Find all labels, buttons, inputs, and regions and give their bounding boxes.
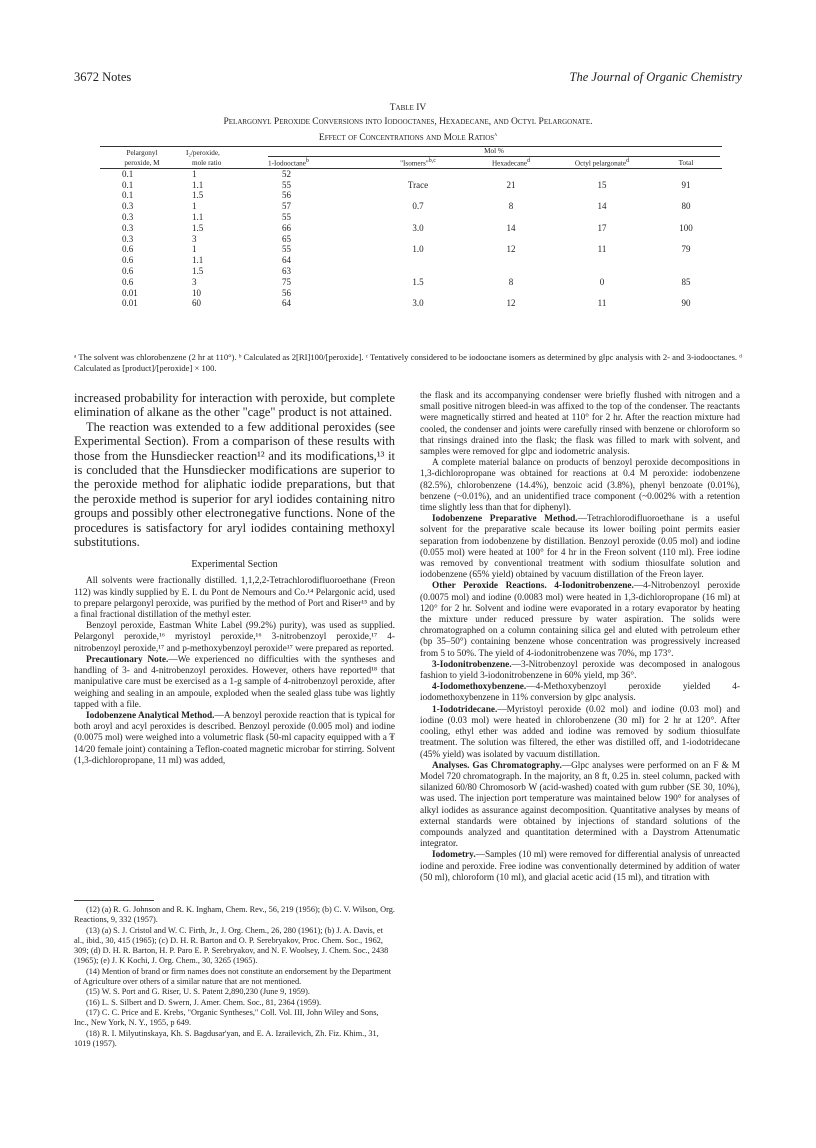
table-cell xyxy=(468,168,554,179)
table-cell: 8 xyxy=(508,276,514,287)
mol-percent-group-header xyxy=(266,147,722,158)
paragraph xyxy=(74,711,395,767)
paragraph xyxy=(420,761,740,851)
table-cell: 0.1 xyxy=(100,168,184,179)
table-row xyxy=(100,168,722,179)
table-cell: 1.5 xyxy=(192,222,204,233)
paragraph xyxy=(420,682,740,704)
left-column xyxy=(74,391,395,767)
table-cell: 3 xyxy=(192,276,197,287)
col-header-2-line1: I₂/peroxide, xyxy=(184,147,266,158)
table-cell: 15 xyxy=(597,179,607,190)
table-cell: 0 xyxy=(599,276,605,287)
table-title: Pelargonyl Peroxide Conversions into Iodooctanes, Hexadecane, and Octyl Pelargonate. xyxy=(223,117,593,127)
paragraph-heading: Iodobenzene Analytical Method. xyxy=(86,710,215,721)
table-cell xyxy=(650,190,722,201)
table-cell: 64 xyxy=(282,255,291,266)
table-cell xyxy=(554,266,650,277)
table-cell xyxy=(368,266,468,277)
paragraph xyxy=(420,850,740,884)
table-cell xyxy=(468,234,554,245)
table-cell: 65 xyxy=(282,233,291,244)
col-header-total: Total xyxy=(678,159,694,168)
col-header-octyl-mark: d xyxy=(626,158,630,164)
table-cell: 56 xyxy=(282,287,291,298)
table-cell xyxy=(650,212,722,223)
reference-item: (12) (a) R. G. Johnson and R. K. Ingham, Chem. Rev., 56, 219 (1956); (b) C. V. Wilson, Org. Reactions, 9, 332 (1957). xyxy=(74,905,395,925)
table-cell: 80 xyxy=(681,201,691,212)
paragraph-text: the flask and its accompanying condenser were briefly flushed with nitrogen and a small positive nitrogen bleed-in was affixed to the top of the condenser. The reactants were magnetically stirred and heated at 110° for 2 hr. After the reaction mixture had cooled, the condenser and joints were carefully rinsed with benzene or chloroform so that rinsings drained into the flask; the flask was filled to mark with solvent, and samples were removed for glpc and iodometric analysis. xyxy=(420,391,740,458)
running-header xyxy=(74,70,742,86)
table-cell xyxy=(368,255,468,266)
paragraph-text: —Samples (10 ml) were removed for differential analysis of unreacted iodine and peroxide. Free iodine was conventionally determined by addition of water (50 ml), chloroform (10 ml), and glacial acetic acid (15 ml), and titration with xyxy=(420,850,740,883)
col-header-ratio: mole ratio xyxy=(192,159,222,168)
table-cell: 60 xyxy=(192,298,201,309)
reference-list xyxy=(74,905,395,1049)
table-cell: 0.01 xyxy=(122,298,138,309)
table-cell: 3.0 xyxy=(412,222,424,233)
col-header-octyl-pelargonate xyxy=(554,157,650,168)
table-number: Table IV xyxy=(389,103,427,113)
table-cell: 0.3 xyxy=(122,201,134,212)
table-cell: 0.3 xyxy=(122,222,134,233)
col-header-octyl-text: Octyl pelargonate xyxy=(574,159,627,168)
paragraph-heading: 3-Iodonitrobenzene. xyxy=(432,659,512,670)
table-row xyxy=(100,255,722,266)
table-subtitle-mark: a xyxy=(494,132,498,138)
table-cell xyxy=(554,288,650,299)
table-cell: 55 xyxy=(282,244,291,255)
reference-item: (15) W. S. Port and G. Riser, U. S. Patent 2,890,230 (June 9, 1959). xyxy=(86,987,310,997)
paragraph xyxy=(420,705,740,761)
table-cell: 1.5 xyxy=(192,266,204,277)
col-header-iodooctane-mark: b xyxy=(305,158,309,164)
table-cell: 17 xyxy=(597,222,607,233)
table-row xyxy=(100,298,722,309)
table-cell xyxy=(368,234,468,245)
references xyxy=(74,900,395,1049)
table-cell: 1.1 xyxy=(192,212,204,223)
paragraph-text: A complete material balance on products of benzoyl peroxide decompositions in 1,3-dichloropropane was obtained for reactions at 0.4 M peroxide: iodobenzene (82.5%), chlorobenzene (14.4%), benzoic acid (3.8%), phenyl benzoate (0.01%), benzene (~0.01%), and an unidentified trace component (~0.002% with a retention time slightly less than that for diphenyl). xyxy=(420,458,740,514)
journal-title: The Journal of Organic Chemistry xyxy=(569,70,742,84)
paragraph-text: Benzoyl peroxide, Eastman White Label (99.2%) purity), was used as supplied. Pelargonyl peroxide,¹⁶ myristoyl peroxide,¹⁶ 3-nitrobenzoyl peroxide,¹⁷ 4-nitrobenzoyl peroxide,¹⁷ and p-methoxybenzoyl peroxide¹⁷ were prepared as reported. xyxy=(74,621,395,654)
reference-item: (17) C. C. Price and E. Krebs, "Organic Syntheses," Coll. Vol. III, John Wiley and Sons, Inc., New York, N. Y., 1955, p 649. xyxy=(74,1007,379,1028)
paragraph xyxy=(74,621,395,655)
table-cell xyxy=(468,190,554,201)
paragraph-text: —A benzoyl peroxide reaction that is typical for both aroyl and acyl peroxides is described. Benzoyl peroxide (0.005 mol) and iodine (0.0075 mol) were weighed into a volumetric flask (50-ml capacity equipped with a ₮ 14/20 female joint) containing a Teflon-coated magnetic microbar for stirring. Solvent (1,3-dichloropropane, 11 ml) was added, xyxy=(74,710,395,766)
reference-item: (16) L. S. Silbert and D. Swern, J. Amer. Chem. Soc., 81, 2364 (1959). xyxy=(86,997,322,1007)
reference-item: (13) (a) S. J. Cristol and W. C. Firth, Jr., J. Org. Chem., 26, 280 (1961); (b) J. A. Davis, et al., ibid., 30, 415 (1965); (c) D. H. R. Barton and O. P. Serebryakov, Proc. Chem. Soc., 1962, 309; (d) D. H. R. Barton, H. P. Paro E. P. Serebryakov, and N. F. Woolsey, J. Chem. Soc., 2438 (1965); (e) J. K Kochi, J. Org. Chem., 30, 3265 (1965). xyxy=(74,925,389,966)
table-cell: 79 xyxy=(681,244,691,255)
table-cell: 1.5 xyxy=(192,190,204,201)
page-label: 3672 Notes xyxy=(74,70,132,84)
table-cell: 91 xyxy=(681,179,691,190)
col-header-isomers-mark: b,c xyxy=(428,158,436,164)
table-cell: 1.1 xyxy=(192,179,204,190)
col-header-iodooctane-text: 1-Iodooctane xyxy=(268,159,306,168)
table-cell: 56 xyxy=(282,190,291,201)
table-cell: 0.3 xyxy=(122,212,134,223)
table-cell: 10 xyxy=(192,287,201,298)
paragraph-heading: 1-Iodotridecane. xyxy=(432,704,498,715)
table-cell: 14 xyxy=(506,222,516,233)
table-cell: 11 xyxy=(597,244,607,255)
table-cell: 100 xyxy=(679,222,693,233)
paragraph-text: All solvents were fractionally distilled. 1,1,2,2-Tetrachlorodifluoroethane (Freon 112) was kindly supplied by E. I. du Pont de Nemours and Co.¹⁴ Pelargonic acid, used to prepare pelargonyl peroxide, was purified by the method of Port and Riser¹⁵ and by a final fractional distillation of the methyl ester. xyxy=(74,576,395,621)
table-subtitle-text: Effect of Concentrations and Mole Ratios xyxy=(318,133,495,144)
paragraph-heading: Analyses. Gas Chromatography. xyxy=(432,760,562,771)
table-cell: 0.1 xyxy=(122,179,134,190)
table-cell: 55 xyxy=(282,179,291,190)
table-body xyxy=(100,168,722,309)
table-row xyxy=(100,180,722,191)
table-footnotes: ᵃ The solvent was chlorobenzene (2 hr at 110°). ᵇ Calculated as 2[RI]100/[peroxide]. ᶜ Tentatively considered to be iodooctane isomers as determined by glpc analysis with 2- and 3-iodooctanes. ᵈ Calculated as [product]/[peroxide] × 100. xyxy=(74,352,742,373)
table-row xyxy=(100,244,722,255)
table-cell: 64 xyxy=(282,298,291,309)
paragraph-text: —4-Nitrobenzoyl peroxide (0.0075 mol) and iodine (0.0083 mol) were heated in 1,3-dichloropropane (16 ml) at 120° for 2 hr. Solvent and iodine were evaporated in a rotary evaporator by heating the mixture under reduced pressure by water aspiration. The solids were chromatographed on a column containing silica gel and eluted with petroleum ether (bp 35–50°) containing benzene whose concentration was progressively increased from 5 to 50%. The yield of 4-iodonitrobenzene was 70%, mp 173°. xyxy=(420,581,740,659)
paragraph-text: —We experienced no difficulties with the syntheses and handling of 3- and 4-nitrobenzoyl peroxides. However, others have reported¹⁸ that manipulative care must be exercised as a 1-g sample of 4-nitrobenzoyl peroxide, after weighing and sealing in an ampoule, exploded when the sealed glass tube was lightly tapped with a file. xyxy=(74,654,395,710)
table-cell: 90 xyxy=(681,298,691,309)
paragraph-heading: Iodobenzene Preparative Method. xyxy=(432,514,578,525)
table-cell: 12 xyxy=(506,298,516,309)
col-header-hexadecane xyxy=(468,157,554,168)
table-cell xyxy=(368,212,468,223)
table-cell: 0.01 xyxy=(122,287,138,298)
table-cell: 75 xyxy=(282,276,291,287)
paragraph xyxy=(74,655,395,711)
table-cell: 0.6 xyxy=(122,255,134,266)
table-cell: 21 xyxy=(506,179,516,190)
paragraph-text: —3-Nitrobenzoyl peroxide was decomposed in analogous fashion to yield 3-iodonitrobenzene in 60% yield, mp 36°. xyxy=(420,659,740,682)
col-header-1-line1: Pelargonyl xyxy=(100,147,184,158)
table-cell: 1 xyxy=(192,201,197,212)
table-cell: 1 xyxy=(184,168,266,179)
paragraph xyxy=(420,514,740,581)
table-cell xyxy=(554,234,650,245)
table-cell xyxy=(368,190,468,201)
table-cell: 1.1 xyxy=(192,255,204,266)
paragraph xyxy=(420,660,740,682)
table-cell: 8 xyxy=(508,201,514,212)
paragraph-heading: Iodometry. xyxy=(432,850,476,861)
table-row xyxy=(100,190,722,201)
table-cell xyxy=(368,288,468,299)
reference-item: (18) R. I. Milyutinskaya, Kh. S. Bagdusar'yan, and E. A. Izrailevich, Zh. Fiz. Khim., 31, 1019 (1957). xyxy=(74,1028,379,1048)
table-cell: 0.6 xyxy=(122,266,134,277)
table-cell: 55 xyxy=(282,212,291,223)
table-cell xyxy=(554,255,650,266)
table-cell xyxy=(650,255,722,266)
paragraph-heading: Other Peroxide Reactions. 4-Iodonitrobenzene. xyxy=(432,581,634,592)
table-row xyxy=(100,212,722,223)
data-table xyxy=(100,146,722,309)
table-cell: 3 xyxy=(192,233,197,244)
table-cell xyxy=(368,168,468,179)
paragraph-text: —Tetrachlorodifluoroethane is a useful solvent for the preparative scale because its lower boiling point permits easier separation from iodobenzene by distillation. Benzoyl peroxide (0.05 mol) and iodine (0.055 mol) were heated at 100° for 4 hr in the Freon solvent (110 ml). Free iodine was removed by conventional treatment with sodium thiosulfate solution and iodobenzene (65% yield) obtained by vacuum distillation of the Freon layer. xyxy=(420,514,740,581)
table-cell: 12 xyxy=(506,244,516,255)
table-cell xyxy=(468,255,554,266)
table-cell xyxy=(468,266,554,277)
table-cell: 1.0 xyxy=(412,244,424,255)
table-cell: 11 xyxy=(597,298,607,309)
col-header-isomers xyxy=(368,157,468,168)
table-cell: 0.7 xyxy=(412,201,424,212)
table-cell: 0.6 xyxy=(122,244,134,255)
table-cell xyxy=(468,212,554,223)
table-cell: 0.3 xyxy=(122,233,134,244)
table-cell: 3.0 xyxy=(412,298,424,309)
mol-percent-label: Mol % xyxy=(484,147,504,155)
section-heading: Experimental Section xyxy=(191,559,278,571)
paragraph-heading: 4-Iodomethoxybenzene. xyxy=(432,682,527,693)
col-header-iodooctane xyxy=(266,157,368,168)
intro-paragraph-1: increased probability for interaction with peroxide, but complete elimination of alkane as the other "cage" product is not attained. xyxy=(74,391,395,420)
table-cell xyxy=(650,168,722,179)
table-cell: 0.1 xyxy=(122,190,134,201)
table-cell: 66 xyxy=(282,222,291,233)
table-subtitle xyxy=(74,129,742,144)
table-cell: 0.6 xyxy=(122,276,134,287)
table-cell xyxy=(554,212,650,223)
col-header-hexadecane-text: Hexadecane xyxy=(491,159,528,168)
table-row xyxy=(100,277,722,288)
experimental-paragraphs xyxy=(74,576,395,766)
intro-paragraph-2: The reaction was extended to a few additional peroxides (see Experimental Section). From a comparison of these results with those from the Hunsdiecker reaction¹² and its modifications,¹³ it is concluded that the Hunsdiecker modifications are superior to the peroxide method for aliphatic iodide preparations, but that the peroxide method is superior for aryl iodides containing nitro groups and possibly other electronegative functions. None of the procedures is satisfactory for aryl iodides containing methoxyl substitutions. xyxy=(74,419,395,550)
right-column xyxy=(420,391,740,884)
paragraph-text: —4-Methoxybenzoyl peroxide yielded 4-iodomethoxybenzene in 11% conversion by glpc analysis. xyxy=(420,682,740,704)
table-cell xyxy=(554,168,650,179)
table-cell: 52 xyxy=(266,168,368,179)
references-rule xyxy=(74,900,154,901)
table-cell xyxy=(650,266,722,277)
table-row xyxy=(100,234,722,245)
col-header-isomers-text: "Isomers" xyxy=(400,159,429,168)
col-header-hexadecane-mark: d xyxy=(527,158,531,164)
paragraph-text: —Glpc analyses were performed on an F & M Model 720 chromatograph. In the majority, an 8 ft, 0.25 in. steel column, packed with silanized 60/80 Chromosorb W (acid-washed) coated with gum rubber (SE 30, 10%), was used. The injection port temperature was maintained below 190° for analyses of alkyl iodides as assurance against decomposition. Quantitative analyses by means of external standards were obtained by injections of standard solutions of the compounds analyzed and quantitation determined with a Daystrom Attenumatic integrator. xyxy=(420,760,740,850)
table-cell: 57 xyxy=(282,201,291,212)
table-cell xyxy=(650,288,722,299)
table-cell xyxy=(554,190,650,201)
reference-item: (14) Mention of brand or firm names does not constitute an endorsement by the Department of Agriculture over others of a similar nature that are not mentioned. xyxy=(74,966,392,987)
table-row xyxy=(100,201,722,212)
paragraph xyxy=(74,576,395,621)
table-row xyxy=(100,223,722,234)
table-cell: 63 xyxy=(282,266,291,277)
paragraph-text: —Myristoyl peroxide (0.02 mol) and iodine (0.03 mol) and iodine (0.03 mol) were heated in chlorobenzene (30 ml) for 2 hr at 120°. After cooling, ethyl ether was added and iodine was removed by sodium thiosulfate treatment. The solution was filtered, the ether was distilled off, and 1-iodotridecane (45% yield) was isolated by vacuum distillation. xyxy=(420,704,740,760)
table-cell: 14 xyxy=(597,201,607,212)
table-row xyxy=(100,288,722,299)
paragraph xyxy=(420,391,740,458)
paragraph xyxy=(420,581,740,659)
table-row xyxy=(100,266,722,277)
col-header-peroxide: peroxide, M xyxy=(124,159,160,168)
table-cell: 85 xyxy=(681,276,691,287)
paragraph-heading: Precautionary Note. xyxy=(86,654,169,665)
right-paragraphs xyxy=(420,391,740,884)
paragraph xyxy=(420,458,740,514)
table-cell xyxy=(650,234,722,245)
table-cell: 1.5 xyxy=(412,276,424,287)
table-cell: Trace xyxy=(407,179,429,190)
table-cell: 1 xyxy=(192,244,197,255)
table-cell xyxy=(468,288,554,299)
